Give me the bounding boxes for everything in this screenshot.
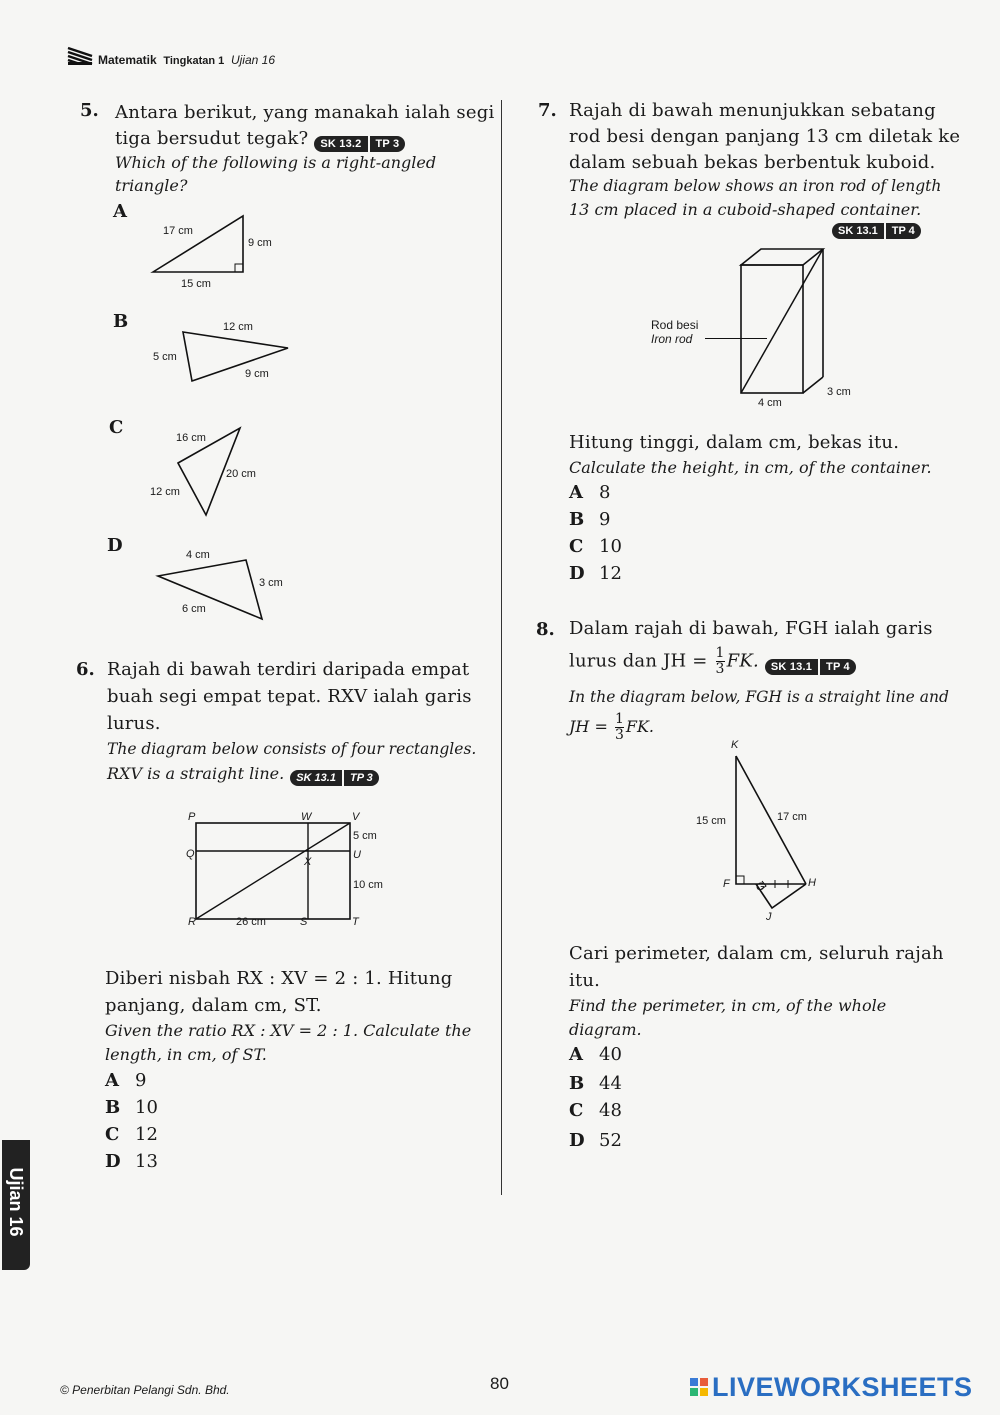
q5-text-en-2: triangle? [115, 176, 188, 195]
q6-text-ms-1: Rajah di bawah terdiri daripada empat [107, 659, 470, 680]
q7-label-3cm: 3 cm [827, 386, 851, 398]
q7-cuboid-diagram [735, 245, 855, 405]
q8-label-k: K [731, 739, 739, 751]
q7-text-ms-1: Rajah di bawah menunjukkan sebatang [569, 100, 936, 121]
q8-option-a[interactable]: A 40 [569, 1044, 622, 1065]
q6-label-5cm: 5 cm [353, 830, 377, 842]
q7-option-d[interactable]: D 12 [569, 563, 622, 584]
q6-tag: SK 13.1 TP 3 [290, 767, 379, 783]
q5-a-label-3: 15 cm [181, 278, 211, 290]
q5-b-label-1: 12 cm [223, 321, 253, 333]
q5-triangle-d [154, 555, 269, 625]
q5-option-d-letter[interactable]: D [107, 535, 123, 556]
q7-text-ms-4: Hitung tinggi, dalam cm, bekas itu. [569, 432, 900, 453]
q5-b-label-3: 9 cm [245, 368, 269, 380]
q8-option-d[interactable]: D 52 [569, 1130, 622, 1151]
q7-label-4cm: 4 cm [758, 397, 782, 409]
q5-c-label-3: 12 cm [150, 486, 180, 498]
liveworksheets-logo-icon [690, 1378, 710, 1398]
q6-text-en-2: RXV is a straight line. SK 13.1 TP 3 [107, 762, 379, 785]
q5-a-label-2: 9 cm [248, 237, 272, 249]
q6-label-10cm: 10 cm [353, 879, 383, 891]
q8-text-en-4: diagram. [569, 1020, 642, 1039]
side-tab: Ujian 16 [2, 1140, 30, 1270]
q7-text-ms-3: dalam sebuah bekas berbentuk kuboid. [569, 152, 936, 173]
q5-text-en-1: Which of the following is a right-angled [115, 153, 437, 172]
footer-brand[interactable]: LIVEWORKSHEETS [712, 1372, 973, 1402]
q6-label-w: W [301, 811, 312, 823]
q5-a-label-1: 17 cm [163, 225, 193, 237]
q5-d-label-3: 6 cm [182, 603, 206, 615]
q5-triangle-a [148, 210, 288, 295]
q8-label-h: H [808, 877, 816, 889]
q6-option-d[interactable]: D 13 [105, 1151, 158, 1172]
q6-label-t: T [352, 916, 359, 928]
q6-label-q: Q [186, 848, 195, 860]
q8-text-ms-2: lurus dan JH = $\frac{1}{3}$ FK. SK 13.1 TP 4 [569, 646, 856, 677]
q6-label-s: S [300, 916, 308, 928]
q7-option-a[interactable]: A 8 [569, 482, 611, 503]
q6-label-r: R [188, 916, 196, 928]
q8-label-f: F [723, 878, 730, 890]
q7-text-en-1: The diagram below shows an iron rod of length [569, 177, 942, 195]
q5-text-ms-1: Antara berikut, yang manakah ialah segi [115, 102, 495, 123]
column-divider [501, 100, 502, 1195]
q7-rod-label: Rod besi Iron rod [651, 318, 699, 346]
q7-option-c[interactable]: C 10 [569, 536, 622, 557]
publisher-logo-icon [66, 44, 94, 66]
q7-rod-pointer [705, 338, 767, 339]
q6-label-x: X [304, 856, 312, 868]
q8-text-ms-3: Cari perimeter, dalam cm, seluruh rajah [569, 943, 944, 964]
q5-number: 5. [80, 100, 99, 121]
q5-triangle-b [180, 328, 295, 388]
q7-text-ms-2: rod besi dengan panjang 13 cm diletak ke [569, 126, 961, 147]
q6-label-v: V [352, 811, 360, 823]
q6-option-c[interactable]: C 12 [105, 1124, 158, 1145]
q5-d-label-2: 3 cm [259, 577, 283, 589]
q5-b-label-2: 5 cm [153, 351, 177, 363]
q6-text-en-3: Given the ratio RX : XV = 2 : 1. Calculate the [105, 1021, 472, 1040]
footer-page-number: 80 [490, 1374, 509, 1393]
q6-text-ms-3: lurus. [107, 713, 161, 734]
q6-text-ms-4: Diberi nisbah RX : XV = 2 : 1. Hitung [105, 968, 453, 989]
q7-option-b[interactable]: B 9 [569, 509, 611, 530]
q5-text-ms-2: tiga bersudut tegak? SK 13.2 TP 3 [115, 126, 405, 152]
q6-label-u: U [353, 849, 361, 861]
q8-label-17cm: 17 cm [777, 811, 807, 823]
q7-text-en-3: Calculate the height, in cm, of the container. [569, 458, 932, 477]
q6-text-ms-2: buah segi empat tepat. RXV ialah garis [107, 686, 472, 707]
q8-label-15cm: 15 cm [696, 815, 726, 827]
q8-triangle-diagram [720, 740, 830, 920]
q6-rectangles-diagram [180, 808, 420, 933]
q7-tag: SK 13.1 TP 4 [832, 220, 921, 239]
q8-text-en-1: In the diagram below, FGH is a straight line and [569, 688, 949, 706]
q8-text-ms-1: Dalam rajah di bawah, FGH ialah garis [569, 618, 933, 639]
q5-c-label-2: 20 cm [226, 468, 256, 480]
q5-tag: SK 13.2 TP 3 [314, 131, 405, 147]
q8-label-g: G [756, 881, 765, 893]
q5-d-label-1: 4 cm [186, 549, 210, 561]
q6-option-a[interactable]: A 9 [105, 1070, 147, 1091]
q6-text-en-1: The diagram below consists of four rectangles. [107, 740, 477, 758]
q8-text-ms-4: itu. [569, 970, 601, 991]
q8-label-j: J [766, 911, 772, 923]
q6-option-b[interactable]: B 10 [105, 1097, 158, 1118]
q7-text-en-2: 13 cm placed in a cuboid-shaped container. [569, 200, 922, 219]
q6-number: 6. [76, 659, 95, 680]
q8-tag: SK 13.1 TP 4 [765, 654, 856, 670]
q5-c-label-1: 16 cm [176, 432, 206, 444]
q6-text-en-4: length, in cm, of ST. [105, 1045, 267, 1064]
q6-label-p: P [188, 811, 196, 823]
q8-option-c[interactable]: C 48 [569, 1100, 622, 1121]
q5-option-b-letter[interactable]: B [113, 311, 129, 332]
q5-option-c-letter[interactable]: C [109, 417, 124, 438]
q8-text-en-3: Find the perimeter, in cm, of the whole [569, 996, 887, 1015]
q8-text-en-2: JH = $\frac{1}{3}$ FK. [569, 711, 655, 743]
q6-text-ms-5: panjang, dalam cm, ST. [105, 995, 322, 1016]
page-header: Matematik Tingkatan 1 Ujian 16 [98, 53, 275, 67]
q6-label-26cm: 26 cm [236, 916, 266, 928]
q7-number: 7. [538, 100, 557, 121]
footer-publisher: © Penerbitan Pelangi Sdn. Bhd. [60, 1383, 230, 1397]
q8-number: 8. [536, 619, 555, 640]
q5-option-a-letter[interactable]: A [113, 201, 127, 222]
q8-option-b[interactable]: B 44 [569, 1073, 622, 1094]
